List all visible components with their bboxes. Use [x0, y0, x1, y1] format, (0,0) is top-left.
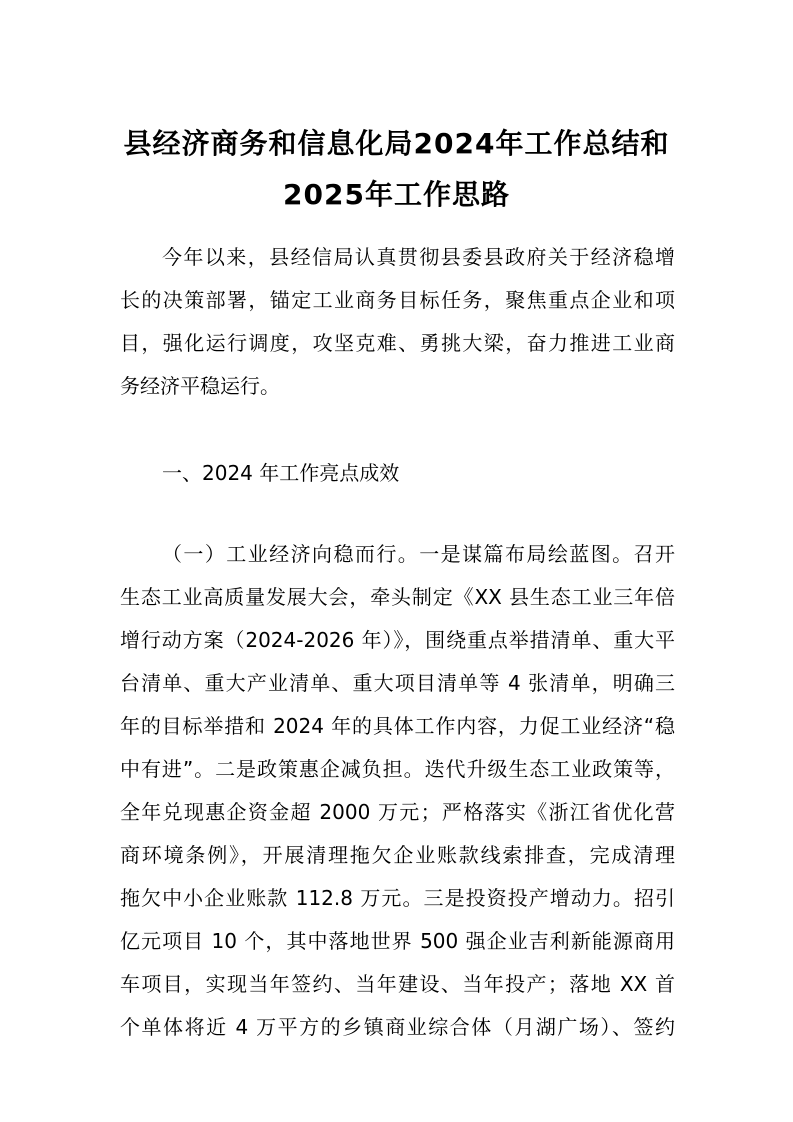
section-1-line-7: 全年兑现惠企资金超 2000 万元；严格落实《浙江省优化营 — [120, 800, 675, 824]
section-1-line-4: 台清单、重大产业清单、重大项目清单等 4 张清单，明确三 — [120, 671, 675, 695]
section-1-line-9: 拖欠中小企业账款 112.8 万元。三是投资投产增动力。招引 — [120, 886, 675, 910]
section-1-line-3: 增行动方案（2024-2026 年）》，围绕重点举措清单、重大平 — [120, 628, 675, 652]
section-1-line-8: 商环境条例》，开展清理拖欠企业账款线索排查，完成清理 — [120, 843, 675, 867]
section-1-line-10: 亿元项目 10 个，其中落地世界 500 强企业吉利新能源商用 — [120, 929, 675, 953]
section-1-line-5: 年的目标举措和 2024 年的具体工作内容，力促工业经济“稳 — [120, 714, 675, 738]
intro-paragraph — [120, 236, 675, 408]
intro-line-3: 目，强化运行调度，攻坚克难、勇挑大梁，奋力推进工业商 — [120, 331, 675, 355]
section-1-line-11: 车项目，实现当年签约、当年建设、当年投产；落地 XX 首 — [120, 972, 675, 996]
section-heading-text: 一、2024 年工作亮点成效 — [162, 461, 400, 485]
section-heading — [120, 452, 675, 495]
intro-line-4: 务经济平稳运行。 — [120, 374, 280, 398]
document-title-line-2: 2025年工作思路 — [283, 178, 510, 211]
intro-line-2: 长的决策部署，锚定工业商务目标任务，聚焦重点企业和项 — [120, 288, 675, 312]
section-1-line-1: （一）工业经济向稳而行。一是谋篇布局绘蓝图。召开 — [162, 542, 675, 566]
section-1-line-12: 个单体将近 4 万平方的乡镇商业综合体（月湖广场）、签约 — [120, 1015, 675, 1039]
intro-line-1: 今年以来，县经信局认真贯彻县委县政府关于经济稳增 — [162, 245, 675, 269]
section-1-line-2: 生态工业高质量发展大会，牵头制定《XX 县生态工业三年倍 — [120, 585, 675, 609]
section-1-paragraph — [120, 533, 675, 1049]
document-title-line-1: 县经济商务和信息化局2024年工作总结和 — [123, 127, 670, 160]
section-1-line-6: 中有进”。二是政策惠企减负担。迭代升级生态工业政策等， — [120, 757, 675, 781]
